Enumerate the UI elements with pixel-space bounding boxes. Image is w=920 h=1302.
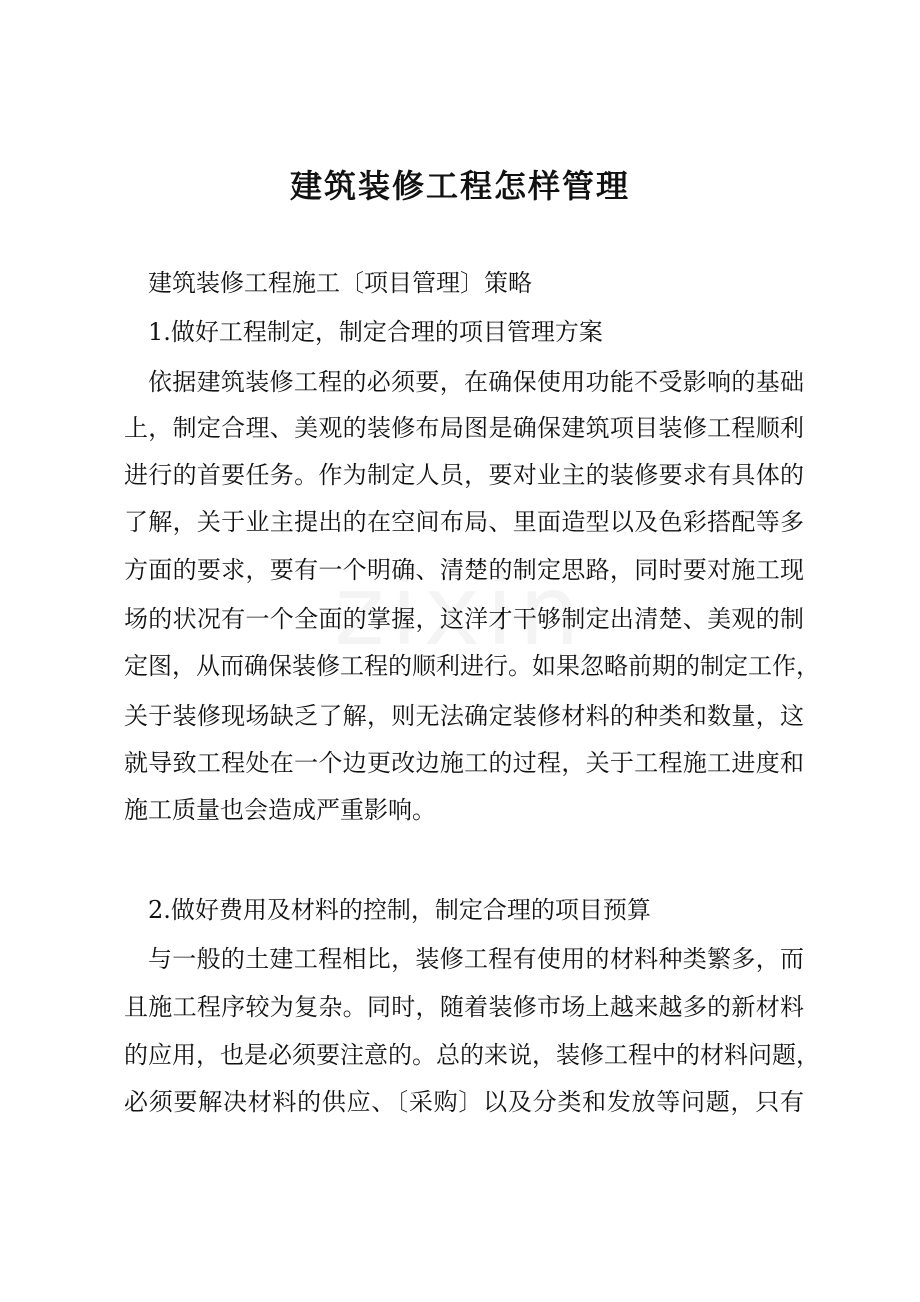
section2-line: 的应用，也是必须要注意的。总的来说，装修工程中的材料问题， [124,1041,820,1069]
section2-line: 与一般的土建工程相比，装修工程有使用的材料种类繁多，而 [148,945,804,973]
section1-line: 关于装修现场缺乏了解，则无法确定装修材料的种类和数量，这 [124,702,804,730]
section1-line: 上，制定合理、美观的装修布局图是确保建筑项目装修工程顺利 [124,414,804,442]
section2-heading: 2.做好费用及材料的控制，制定合理的项目预算 [148,896,651,924]
section1-line: 依据建筑装修工程的必须要，在确保使用功能不受影响的基础 [148,368,804,396]
section1-line: 场的状况有一个全面的掌握，这洋才干够制定出清楚、美观的制 [124,605,804,633]
section2-line: 必须要解决材料的供应、〔采购〕以及分类和发放等问题，只有 [124,1088,804,1116]
section1-line: 进行的首要任务。作为制定人员，要对业主的装修要求有具体的 [124,461,804,489]
section1-line: 就导致工程处在一个边更改边施工的过程，关于工程施工进度和 [124,749,804,777]
strategy-heading: 建筑装修工程施工〔项目管理〕策略 [148,269,532,297]
section1-heading: 1.做好工程制定，制定合理的项目管理方案 [148,318,603,346]
section1-line: 施工质量也会造成严重影响。 [124,796,436,824]
section1-line: 了解，关于业主提出的在空间布局、里面造型以及色彩搭配等多 [124,508,804,536]
section2-line: 且施工程序较为复杂。同时，随着装修市场上越来越多的新材料 [124,993,804,1021]
document-title: 建筑装修工程怎样管理 [289,167,630,205]
section1-line: 方面的要求，要有一个明确、清楚的制定思路，同时要对施工现 [124,556,804,584]
section1-line: 定图，从而确保装修工程的顺利进行。如果忽略前期的制定工作， [124,652,820,680]
